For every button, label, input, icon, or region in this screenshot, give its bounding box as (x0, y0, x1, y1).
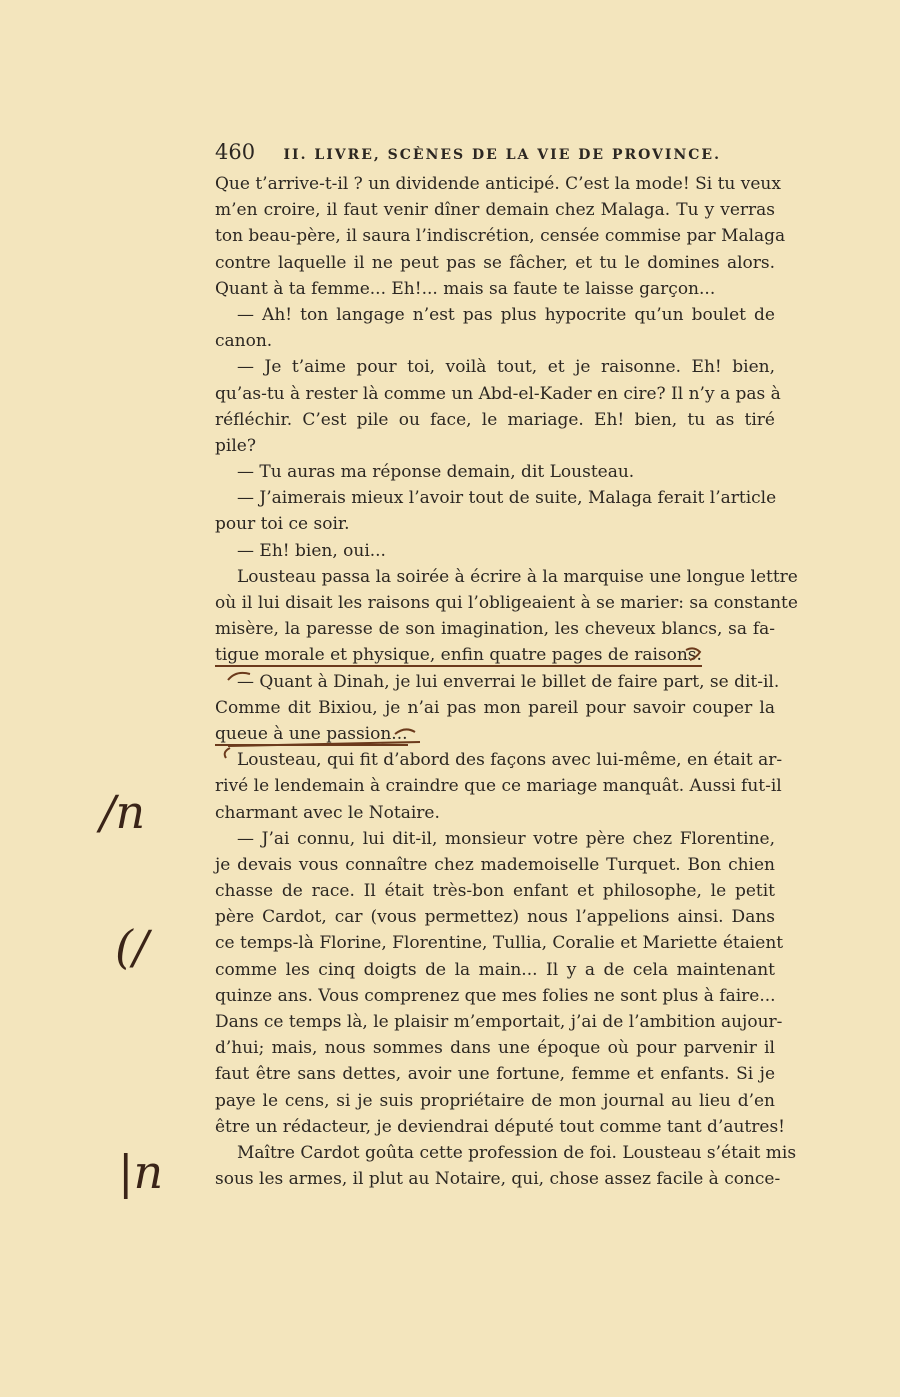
text-line: réfléchir. C’est pile ou face, le mariage. Eh! bien, tu as tiré (215, 409, 775, 430)
margin-correction-mark-2: (/ (115, 920, 149, 974)
text-line: être un rédacteur, je deviendrai député tout comme tant d’autres! (215, 1116, 786, 1137)
text-line: faut être sans dettes, avoir une fortune, femme et enfants. Si je (215, 1064, 775, 1085)
text-line: misère, la paresse de son imagination, les cheveux blancs, sa fa- (215, 619, 775, 640)
text-line: contre laquelle il ne peut pas se fâcher, et tu le domines alors. (215, 252, 775, 273)
text-line: m’en croire, il faut venir dîner demain chez Malaga. Tu y verras (215, 200, 775, 221)
page-number: 460 (215, 140, 256, 164)
text-line: d’hui; mais, nous sommes dans une époque où pour parvenir il (215, 1038, 775, 1059)
text-line: Lousteau passa la soirée à écrire à la marquise une longue lettre (237, 566, 798, 587)
text-line: — J’aimerais mieux l’avoir tout de suite, Malaga ferait l’article (237, 488, 777, 509)
text-line: — Eh! bien, oui... (237, 540, 386, 561)
text-line: Maître Cardot goûta cette profession de foi. Lousteau s’était mis (237, 1142, 797, 1163)
text-line: Comme dit Bixiou, je n’ai pas mon pareil pour savoir couper la (215, 697, 775, 718)
text-line: quinze ans. Vous comprenez que mes folies ne sont plus à faire... (215, 985, 776, 1006)
text-line: chasse de race. Il était très-bon enfant et philosophe, le petit (215, 881, 775, 902)
page-header (215, 140, 775, 164)
text-line (215, 721, 775, 747)
text-line: — Je t’aime pour toi, voilà tout, et je raisonne. Eh! bien, (237, 357, 775, 378)
text-line: rivé le lendemain à craindre que ce mariage manquât. Aussi fut-il (215, 776, 782, 797)
text-line: ton beau-père, il saura l’indiscrétion, censée commise par Malaga (215, 226, 786, 247)
text-line: Dans ce temps là, le plaisir m’emportait, j’ai de l’ambition aujour- (215, 1012, 783, 1032)
running-title: II. LIVRE, SCÈNES DE LA VIE DE PROVINCE. (283, 147, 721, 163)
text-line: Que t’arrive-t-il ? un dividende anticipé. C’est la mode! Si tu veux (215, 174, 781, 194)
text-line: je devais vous connaître chez mademoiselle Turquet. Bon chien (215, 854, 775, 875)
text-line: comme les cinq doigts de la main... Il y a de cela maintenant (215, 959, 775, 980)
text-line: — J’ai connu, lui dit-il, monsieur votre père chez Florentine, (237, 828, 775, 849)
text-line: — Ah! ton langage n’est pas plus hypocrite qu’un boulet de (237, 304, 775, 325)
text-line: ce temps-là Florine, Florentine, Tullia, Coralie et Mariette étaient (215, 933, 784, 954)
margin-correction-mark-1: /n (100, 785, 146, 839)
text-line: Quant à ta femme... Eh!... mais sa faute te laisse garçon... (215, 278, 716, 299)
text-line: — Quant à Dinah, je lui enverrai le billet de faire part, se dit-il. (237, 671, 780, 692)
body-text (215, 171, 798, 1192)
text-line: père Cardot, car (vous permettez) nous l’appelions ainsi. Dans (215, 907, 775, 928)
text-line: pour toi ce soir. (215, 514, 350, 535)
text-line: qu’as-tu à rester là comme un Abd-el-Kader en cire? Il n’y a pas à (215, 383, 781, 404)
underlined-text: tigue morale et physique, enfin quatre pages de raisons. (215, 645, 702, 666)
text-line: paye le cens, si je suis propriétaire de mon journal au lieu d’en (215, 1090, 775, 1111)
text-line: canon. (215, 331, 273, 352)
text-line: sous les armes, il plut au Notaire, qui, chose assez facile à conce- (215, 1169, 781, 1190)
text-line: où il lui disait les raisons qui l’obligeaient à se marier: sa constante (215, 593, 798, 613)
text-line: charmant avec le Notaire. (215, 802, 440, 823)
text-line: — Tu auras ma réponse demain, dit Lousteau. (237, 462, 635, 483)
text-line (215, 642, 775, 668)
text-line: pile? (215, 435, 256, 456)
text-line: Lousteau, qui fit d’abord des façons avec lui-même, en était ar- (237, 750, 783, 771)
underlined-text: queue à une passion... (215, 723, 408, 744)
margin-correction-mark-3: |n (118, 1145, 164, 1199)
